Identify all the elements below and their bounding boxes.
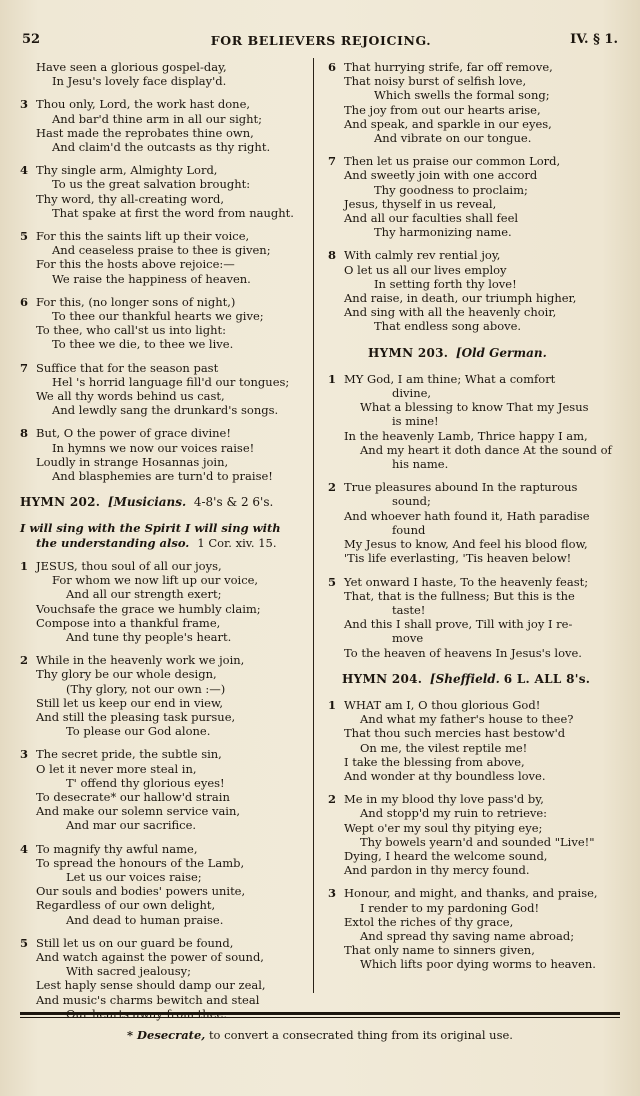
verse-text: And tune thy people's heart. — [66, 629, 232, 644]
verse-text: While in the heavenly work we join, — [36, 653, 245, 668]
verse-line — [328, 509, 620, 523]
verse-line — [328, 117, 620, 131]
verse-line — [20, 964, 306, 978]
hymn-203-stanzas — [328, 372, 620, 660]
verse-line — [328, 589, 620, 603]
stanza-number: 8 — [20, 426, 29, 441]
verse-text: And ceaseless praise to thee is given; — [52, 243, 271, 258]
hymn-tune: [Old German. — [455, 345, 547, 360]
stanza — [328, 154, 620, 239]
verse-line — [20, 856, 306, 870]
verse-text: his name. — [392, 457, 449, 472]
stanza — [20, 361, 306, 418]
verse-line — [328, 537, 620, 551]
verse-line — [328, 726, 620, 740]
verse-text: With sacred jealousy; — [66, 964, 192, 979]
verse-line — [328, 943, 620, 957]
verse-line — [20, 913, 306, 927]
verse-text: Regardless of our own delight, — [36, 898, 216, 913]
verse-text: And blasphemies are turn'd to praise! — [52, 469, 273, 484]
verse-line — [20, 243, 306, 257]
verse-line — [328, 131, 620, 145]
verse-text: (Thy glory, not our own :—) — [66, 681, 226, 696]
stanza-number: 3 — [328, 886, 337, 901]
hymn-202-continued — [328, 60, 620, 334]
verse-line — [20, 426, 306, 440]
verse-line — [328, 849, 620, 863]
page-number: 52 — [22, 32, 41, 47]
verse-text: Thy single arm, Almighty Lord, — [36, 163, 218, 178]
verse-line — [328, 103, 620, 117]
hymn-204-stanzas — [328, 698, 620, 972]
verse-text: WHAT am I, O thou glorious God! — [344, 697, 541, 712]
right-column — [328, 60, 620, 981]
stanza — [328, 372, 620, 471]
stanza — [20, 747, 306, 832]
verse-line — [328, 74, 620, 88]
verse-text: That, that is the fullness; But this is the — [344, 588, 575, 603]
verse-line — [328, 277, 620, 291]
footnote-rule — [20, 1012, 620, 1015]
verse-text: Wept o'er my soul thy pitying eye; — [344, 820, 543, 835]
verse-text: My Jesus to know, And feel his blood flow, — [344, 537, 588, 552]
verse-line — [328, 863, 620, 877]
verse-text: Thou only, Lord, the work hast done, — [36, 97, 251, 112]
stanza-number: 5 — [328, 574, 337, 589]
verse-text: Compose into a thankful frame, — [36, 615, 221, 630]
stanza-number: 8 — [328, 248, 337, 263]
verse-text: Dying, I heard the welcome sound, — [344, 848, 548, 863]
verse-line — [20, 870, 306, 884]
verse-line — [328, 319, 620, 333]
hymn-tune: [Sheffield. — [429, 671, 500, 686]
verse-text: We all thy words behind us cast, — [36, 389, 225, 404]
verse-text: To thee our thankful hearts we give; — [52, 309, 264, 324]
stanza — [20, 295, 306, 352]
stanza-number: 2 — [328, 480, 337, 495]
verse-text: For whom we now lift up our voice, — [52, 573, 259, 588]
hymn-202-stanzas — [20, 559, 306, 1021]
stanza-number: 4 — [20, 163, 29, 178]
stanza — [20, 842, 306, 927]
verse-text: Yet onward I haste, To the heavenly feast; — [344, 574, 589, 589]
verse-line — [328, 806, 620, 820]
verse-line — [20, 682, 306, 696]
verse-line — [20, 337, 306, 351]
verse-text: Hel 's horrid language fill'd our tongues; — [52, 374, 290, 389]
verse-line — [328, 741, 620, 755]
verse-line — [20, 140, 306, 154]
verse-line — [328, 168, 620, 182]
verse-text: Thy word, thy all-creating word, — [36, 191, 225, 206]
stanza — [20, 97, 306, 154]
verse-text: Which swells the formal song; — [374, 88, 550, 103]
verse-line — [20, 257, 306, 271]
verse-line — [328, 197, 620, 211]
verse-line — [328, 617, 620, 631]
motto-line: the understanding also. — [36, 535, 190, 550]
verse-line — [20, 747, 306, 761]
verse-text: And raise, in death, our triumph higher, — [344, 291, 577, 306]
verse-line — [20, 842, 306, 856]
verse-text: And speak, and sparkle in our eyes, — [344, 116, 552, 131]
verse-line — [20, 936, 306, 950]
verse-line — [328, 154, 620, 168]
verse-text: Hast made the reprobates thine own, — [36, 125, 254, 140]
verse-line — [20, 60, 306, 74]
verse-line — [328, 821, 620, 835]
verse-text: And stopp'd my ruin to retrieve: — [360, 806, 548, 821]
stanza-number: 7 — [328, 154, 337, 169]
verse-line — [20, 602, 306, 616]
verse-line — [328, 414, 620, 428]
verse-line — [20, 469, 306, 483]
verse-line — [328, 480, 620, 494]
verse-line — [328, 494, 620, 508]
verse-text: And make our solemn service vain, — [36, 804, 241, 819]
verse-text: And all our faculties shall feel — [344, 211, 519, 226]
verse-text: sound; — [392, 494, 431, 509]
verse-line — [20, 323, 306, 337]
verse-line — [328, 929, 620, 943]
verse-text: divine, — [392, 386, 432, 401]
verse-text: For this the saints lift up their voice, — [36, 229, 250, 244]
verse-line — [328, 792, 620, 806]
verse-line — [20, 616, 306, 630]
page-header — [22, 32, 620, 52]
stanza-number: 2 — [328, 792, 337, 807]
verse-text: Still let us on our guard be found, — [36, 935, 234, 950]
verse-text: Then let us praise our common Lord, — [344, 154, 561, 169]
verse-text: To thee we die, to thee we live. — [52, 337, 234, 352]
verse-line — [20, 206, 306, 220]
verse-line — [20, 361, 306, 375]
verse-line — [20, 790, 306, 804]
stanza-number: 3 — [20, 97, 29, 112]
verse-text: The joy from out our hearts arise, — [344, 102, 541, 117]
footnote-term: * Desecrate, — [127, 1028, 206, 1042]
hymn-202-motto — [20, 521, 306, 549]
stanza-number: 6 — [328, 60, 337, 74]
verse-text: Our souls and bodies' powers unite, — [36, 884, 246, 899]
verse-text: That noisy burst of selfish love, — [344, 74, 527, 89]
verse-line — [328, 60, 620, 74]
footnote-text: to convert a consecrated thing from its original use. — [208, 1028, 513, 1042]
verse-line — [328, 646, 620, 660]
stanza — [328, 248, 620, 333]
verse-text: JESUS, thou soul of all our joys, — [36, 558, 222, 573]
verse-text: Suffice that for the season past — [36, 360, 219, 375]
verse-text: To magnify thy awful name, — [36, 841, 198, 856]
verse-text: Vouchsafe the grace we humbly claim; — [36, 601, 261, 616]
verse-line — [20, 97, 306, 111]
verse-text: For this the hosts above rejoice:— — [36, 257, 235, 272]
verse-text: To please our God alone. — [66, 724, 211, 739]
verse-line — [20, 389, 306, 403]
verse-text: To us the great salvation brought: — [52, 177, 251, 192]
hymn-meter: 6 L. ALL 8's. — [503, 671, 591, 686]
hymn-203-heading — [328, 346, 620, 360]
hymn-201-continued — [20, 60, 306, 483]
verse-line — [328, 400, 620, 414]
verse-text: And sweetly join with one accord — [344, 168, 538, 183]
verse-text: And my heart it doth dance At the sound of — [360, 442, 612, 457]
verse-text: And what my father's house to thee? — [360, 712, 574, 727]
stanza — [328, 886, 620, 971]
verse-line — [20, 653, 306, 667]
verse-text: And vibrate on our tongue. — [374, 131, 532, 146]
stanza — [328, 60, 620, 145]
stanza-number: 1 — [328, 371, 337, 386]
stanza-number: 6 — [20, 294, 29, 309]
hymn-meter: 4-8's & 2 6's. — [193, 495, 274, 510]
hymn-204-heading — [328, 672, 620, 686]
verse-text: Still let us keep our end in view, — [36, 695, 224, 710]
verse-text: I render to my pardoning God! — [360, 900, 540, 915]
verse-text: That thou such mercies hast bestow'd — [344, 726, 566, 741]
verse-line — [20, 696, 306, 710]
verse-line — [20, 177, 306, 191]
verse-line — [20, 229, 306, 243]
stanza — [20, 229, 306, 286]
verse-line — [20, 163, 306, 177]
verse-line — [20, 74, 306, 88]
verse-line — [328, 551, 620, 565]
motto-line: I will sing with the Spirit I will sing with — [20, 521, 281, 536]
verse-line — [20, 818, 306, 832]
scripture-reference: 1 Cor. xiv. 15. — [197, 535, 277, 550]
hymn-202-heading — [20, 495, 306, 509]
verse-text: Honour, and might, and thanks, and praise, — [344, 886, 598, 901]
verse-line — [20, 630, 306, 644]
verse-line — [20, 993, 306, 1007]
verse-line — [20, 295, 306, 309]
stanza — [328, 575, 620, 660]
verse-line — [328, 712, 620, 726]
left-column — [20, 60, 306, 1030]
verse-line — [20, 272, 306, 286]
verse-text: Loudly in strange Hosannas join, — [36, 454, 229, 469]
verse-line — [20, 898, 306, 912]
verse-line — [328, 769, 620, 783]
verse-text: O let us all our lives employ — [344, 262, 507, 277]
hymn-title: HYMN 203. — [368, 345, 449, 360]
verse-text: What a blessing to know That my Jesus — [360, 400, 589, 415]
verse-text: To the heaven of heavens In Jesus's love. — [344, 645, 582, 660]
column-divider — [313, 58, 314, 993]
verse-text: Thy harmonizing name. — [374, 225, 512, 240]
verse-text: And lewdly sang the drunkard's songs. — [52, 403, 279, 418]
verse-line — [328, 835, 620, 849]
stanza — [328, 698, 620, 783]
verse-text: Extol the riches of thy grace, — [344, 914, 514, 929]
verse-text: move — [392, 631, 424, 646]
stanza — [328, 792, 620, 877]
verse-line — [20, 455, 306, 469]
stanza-number: 4 — [20, 841, 29, 856]
stanza — [20, 936, 306, 1021]
verse-line — [20, 403, 306, 417]
verse-text: And wonder at thy boundless love. — [344, 768, 546, 783]
stanza-number: 2 — [20, 653, 29, 668]
verse-line — [20, 950, 306, 964]
verse-text: found — [392, 522, 426, 537]
verse-text: Jesus, thyself in us reveal, — [344, 196, 497, 211]
verse-line — [20, 126, 306, 140]
verse-text: taste! — [392, 602, 426, 617]
stanza — [20, 60, 306, 88]
verse-text: To spread the honours of the Lamb, — [36, 855, 245, 870]
verse-line — [20, 375, 306, 389]
verse-text: In setting forth thy love! — [374, 276, 517, 291]
stanza — [20, 426, 306, 483]
verse-text: And watch against the power of sound, — [36, 949, 264, 964]
stanza — [20, 653, 306, 738]
verse-line — [328, 183, 620, 197]
verse-text: To thee, who call'st us into light: — [36, 323, 226, 338]
verse-line — [328, 386, 620, 400]
verse-line — [328, 603, 620, 617]
verse-text: Have seen a glorious gospel-day, — [36, 60, 227, 74]
stanza-number: 1 — [328, 697, 337, 712]
verse-text: And this I shall prove, Till with joy I re- — [344, 617, 573, 632]
verse-line — [328, 886, 620, 900]
verse-text: I take the blessing from above, — [344, 754, 525, 769]
verse-text: That only name to sinners given, — [344, 943, 535, 958]
footnote-rule-thin — [20, 1017, 620, 1018]
verse-line — [328, 429, 620, 443]
verse-text: True pleasures abound In the rapturous — [344, 480, 578, 495]
verse-text: We raise the happiness of heaven. — [52, 271, 251, 286]
verse-text: And sing with all the heavenly choir, — [344, 305, 557, 320]
verse-line — [328, 755, 620, 769]
verse-text: And spread thy saving name abroad; — [360, 928, 575, 943]
stanza — [20, 559, 306, 644]
verse-line — [20, 804, 306, 818]
verse-line — [20, 309, 306, 323]
verse-line — [328, 957, 620, 971]
verse-line — [20, 884, 306, 898]
verse-line — [20, 710, 306, 724]
verse-text: And still the pleasing task pursue, — [36, 709, 236, 724]
stanza — [20, 163, 306, 220]
verse-line — [20, 978, 306, 992]
verse-text: In Jesu's lovely face display'd. — [52, 74, 227, 89]
verse-line — [20, 587, 306, 601]
verse-text: Let us our voices raise; — [66, 869, 202, 884]
verse-line — [328, 291, 620, 305]
verse-line — [328, 443, 620, 457]
verse-text: With calmly rev rential joy, — [344, 248, 501, 263]
verse-text: And mar our sacrifice. — [66, 818, 197, 833]
verse-line — [20, 112, 306, 126]
verse-line — [328, 457, 620, 471]
verse-text: That hurrying strife, far off remove, — [344, 60, 553, 74]
section-mark: IV. § 1. — [570, 32, 618, 47]
verse-text: On me, the vilest reptile me! — [360, 740, 528, 755]
stanza — [328, 480, 620, 565]
verse-text: But, O the power of grace divine! — [36, 426, 231, 441]
stanza-number: 5 — [20, 229, 29, 244]
verse-line — [20, 776, 306, 790]
verse-text: That endless song above. — [374, 319, 522, 334]
verse-text: And claim'd the outcasts as thy right. — [52, 140, 271, 155]
verse-text: And all our strength exert; — [66, 587, 222, 602]
verse-line — [328, 575, 620, 589]
stanza-number: 1 — [20, 558, 29, 573]
verse-line — [328, 523, 620, 537]
verse-text: And pardon in thy mercy found. — [344, 863, 530, 878]
stanza-number: 3 — [20, 747, 29, 762]
hymn-tune: [Musicians. — [107, 495, 187, 510]
verse-text: MY God, I am thine; What a comfort — [344, 371, 556, 386]
verse-line — [20, 441, 306, 455]
stanza-number: 7 — [20, 360, 29, 375]
verse-line — [328, 305, 620, 319]
verse-text: The secret pride, the subtle sin, — [36, 747, 222, 762]
verse-line — [20, 573, 306, 587]
verse-text: Thy glory be our whole design, — [36, 667, 217, 682]
verse-line — [328, 915, 620, 929]
verse-text: Which lifts poor dying worms to heaven. — [360, 957, 596, 972]
verse-text: O let it never more steal in, — [36, 761, 197, 776]
verse-text: And dead to human praise. — [66, 912, 224, 927]
verse-text: That spake at first the word from naught. — [52, 205, 294, 220]
running-title: FOR BELIEVERS REJOICING. — [210, 33, 432, 48]
footnote — [0, 1028, 640, 1042]
verse-text: 'Tis life everlasting, 'Tis heaven below! — [344, 551, 572, 566]
verse-line — [328, 88, 620, 102]
verse-text: And bar'd thine arm in all our sight; — [52, 111, 263, 126]
verse-line — [328, 248, 620, 262]
verse-text: To desecrate* our hallow'd strain — [36, 789, 230, 804]
verse-text: For this, (no longer sons of night,) — [36, 294, 236, 309]
verse-text: Lest haply sense should damp our zeal, — [36, 978, 266, 993]
verse-line — [328, 211, 620, 225]
verse-text: T' offend thy glorious eyes! — [66, 775, 225, 790]
verse-line — [328, 631, 620, 645]
verse-text: Thy goodness to proclaim; — [374, 182, 528, 197]
verse-line — [20, 192, 306, 206]
verse-line — [20, 762, 306, 776]
stanza-number: 5 — [20, 935, 29, 950]
hymn-title: HYMN 202. — [20, 495, 101, 510]
verse-text: is mine! — [392, 414, 439, 429]
verse-text: In hymns we now our voices raise! — [52, 440, 255, 455]
verse-line — [328, 901, 620, 915]
verse-text: In the heavenly Lamb, Thrice happy I am, — [344, 428, 588, 443]
verse-line — [20, 559, 306, 573]
verse-line — [20, 667, 306, 681]
hymn-title: HYMN 204. — [342, 671, 423, 686]
verse-text: And whoever hath found it, Hath paradise — [344, 508, 590, 523]
verse-line — [20, 724, 306, 738]
verse-line — [328, 225, 620, 239]
verse-line — [328, 698, 620, 712]
verse-line — [328, 372, 620, 386]
verse-text: Me in my blood thy love pass'd by, — [344, 792, 544, 807]
verse-line — [328, 263, 620, 277]
verse-text: And music's charms bewitch and steal — [36, 992, 260, 1007]
verse-text: Thy bowels yearn'd and sounded "Live!" — [360, 834, 595, 849]
